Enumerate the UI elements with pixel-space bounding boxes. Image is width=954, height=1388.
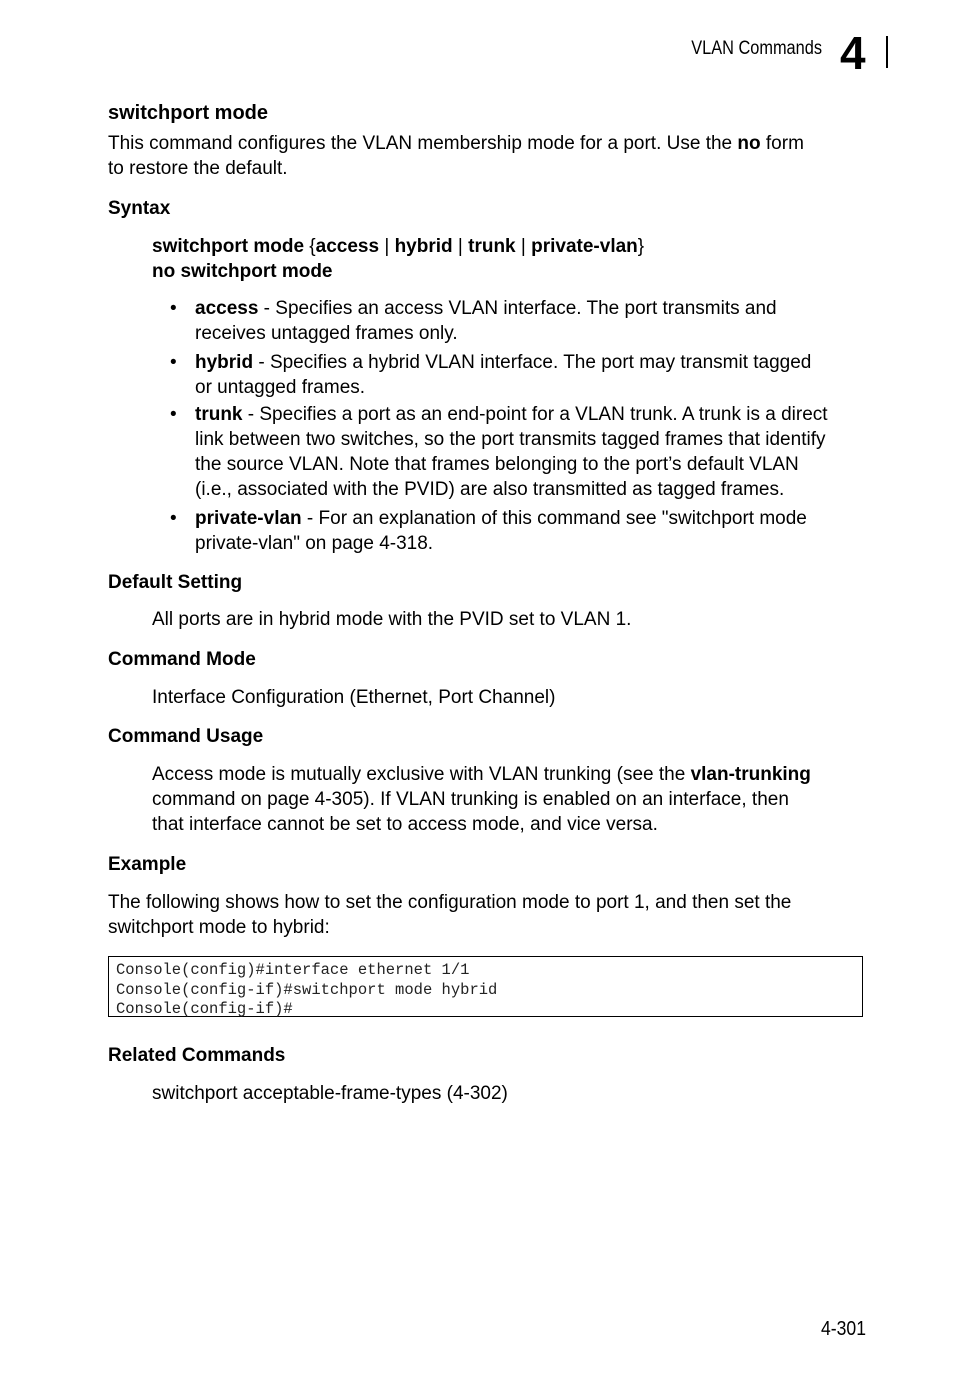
code-line: Console(config)#interface ethernet 1/1 <box>116 961 470 979</box>
default-setting-heading: Default Setting <box>108 572 243 593</box>
example-text: The following shows how to set the configuration mode to port 1, and then set the switchport mode to hybrid: <box>108 892 792 938</box>
command-description: This command configures the VLAN membership mode for a port. Use the no form to restore the default. <box>108 133 804 179</box>
code-line: Console(config-if)# <box>116 1000 293 1018</box>
syntax-line-2: no switchport mode <box>152 261 333 282</box>
command-usage-heading: Command Usage <box>108 726 264 747</box>
command-title: switchport mode <box>108 102 269 124</box>
running-header-title: VLAN Commands <box>691 38 822 59</box>
command-mode-text: Interface Configuration (Ethernet, Port Channel) <box>152 687 556 708</box>
code-example <box>108 956 863 1017</box>
example-heading: Example <box>108 854 187 875</box>
code-line: Console(config-if)#switchport mode hybrid <box>116 980 498 999</box>
chapter-number: 4 <box>840 27 865 79</box>
page-number: 4-301 <box>820 1318 866 1340</box>
command-usage-text: Access mode is mutually exclusive with VLAN trunking (see the vlan-trunking command on page 4-305). If VLAN trunking is enabled on an interface, then that interface cannot be set to access mode, and vice versa. <box>152 764 811 835</box>
command-mode-heading: Command Mode <box>108 649 256 670</box>
default-setting-text: All ports are in hybrid mode with the PVID set to VLAN 1. <box>152 609 632 630</box>
syntax-block <box>152 234 644 284</box>
chapter-divider <box>886 36 888 68</box>
syntax-line-1: switchport mode {access | hybrid | trunk | private-vlan} <box>152 236 645 257</box>
syntax-heading: Syntax <box>108 198 171 219</box>
related-commands-heading: Related Commands <box>108 1045 286 1066</box>
related-command-link: switchport acceptable-frame-types (4-302) <box>152 1083 508 1104</box>
